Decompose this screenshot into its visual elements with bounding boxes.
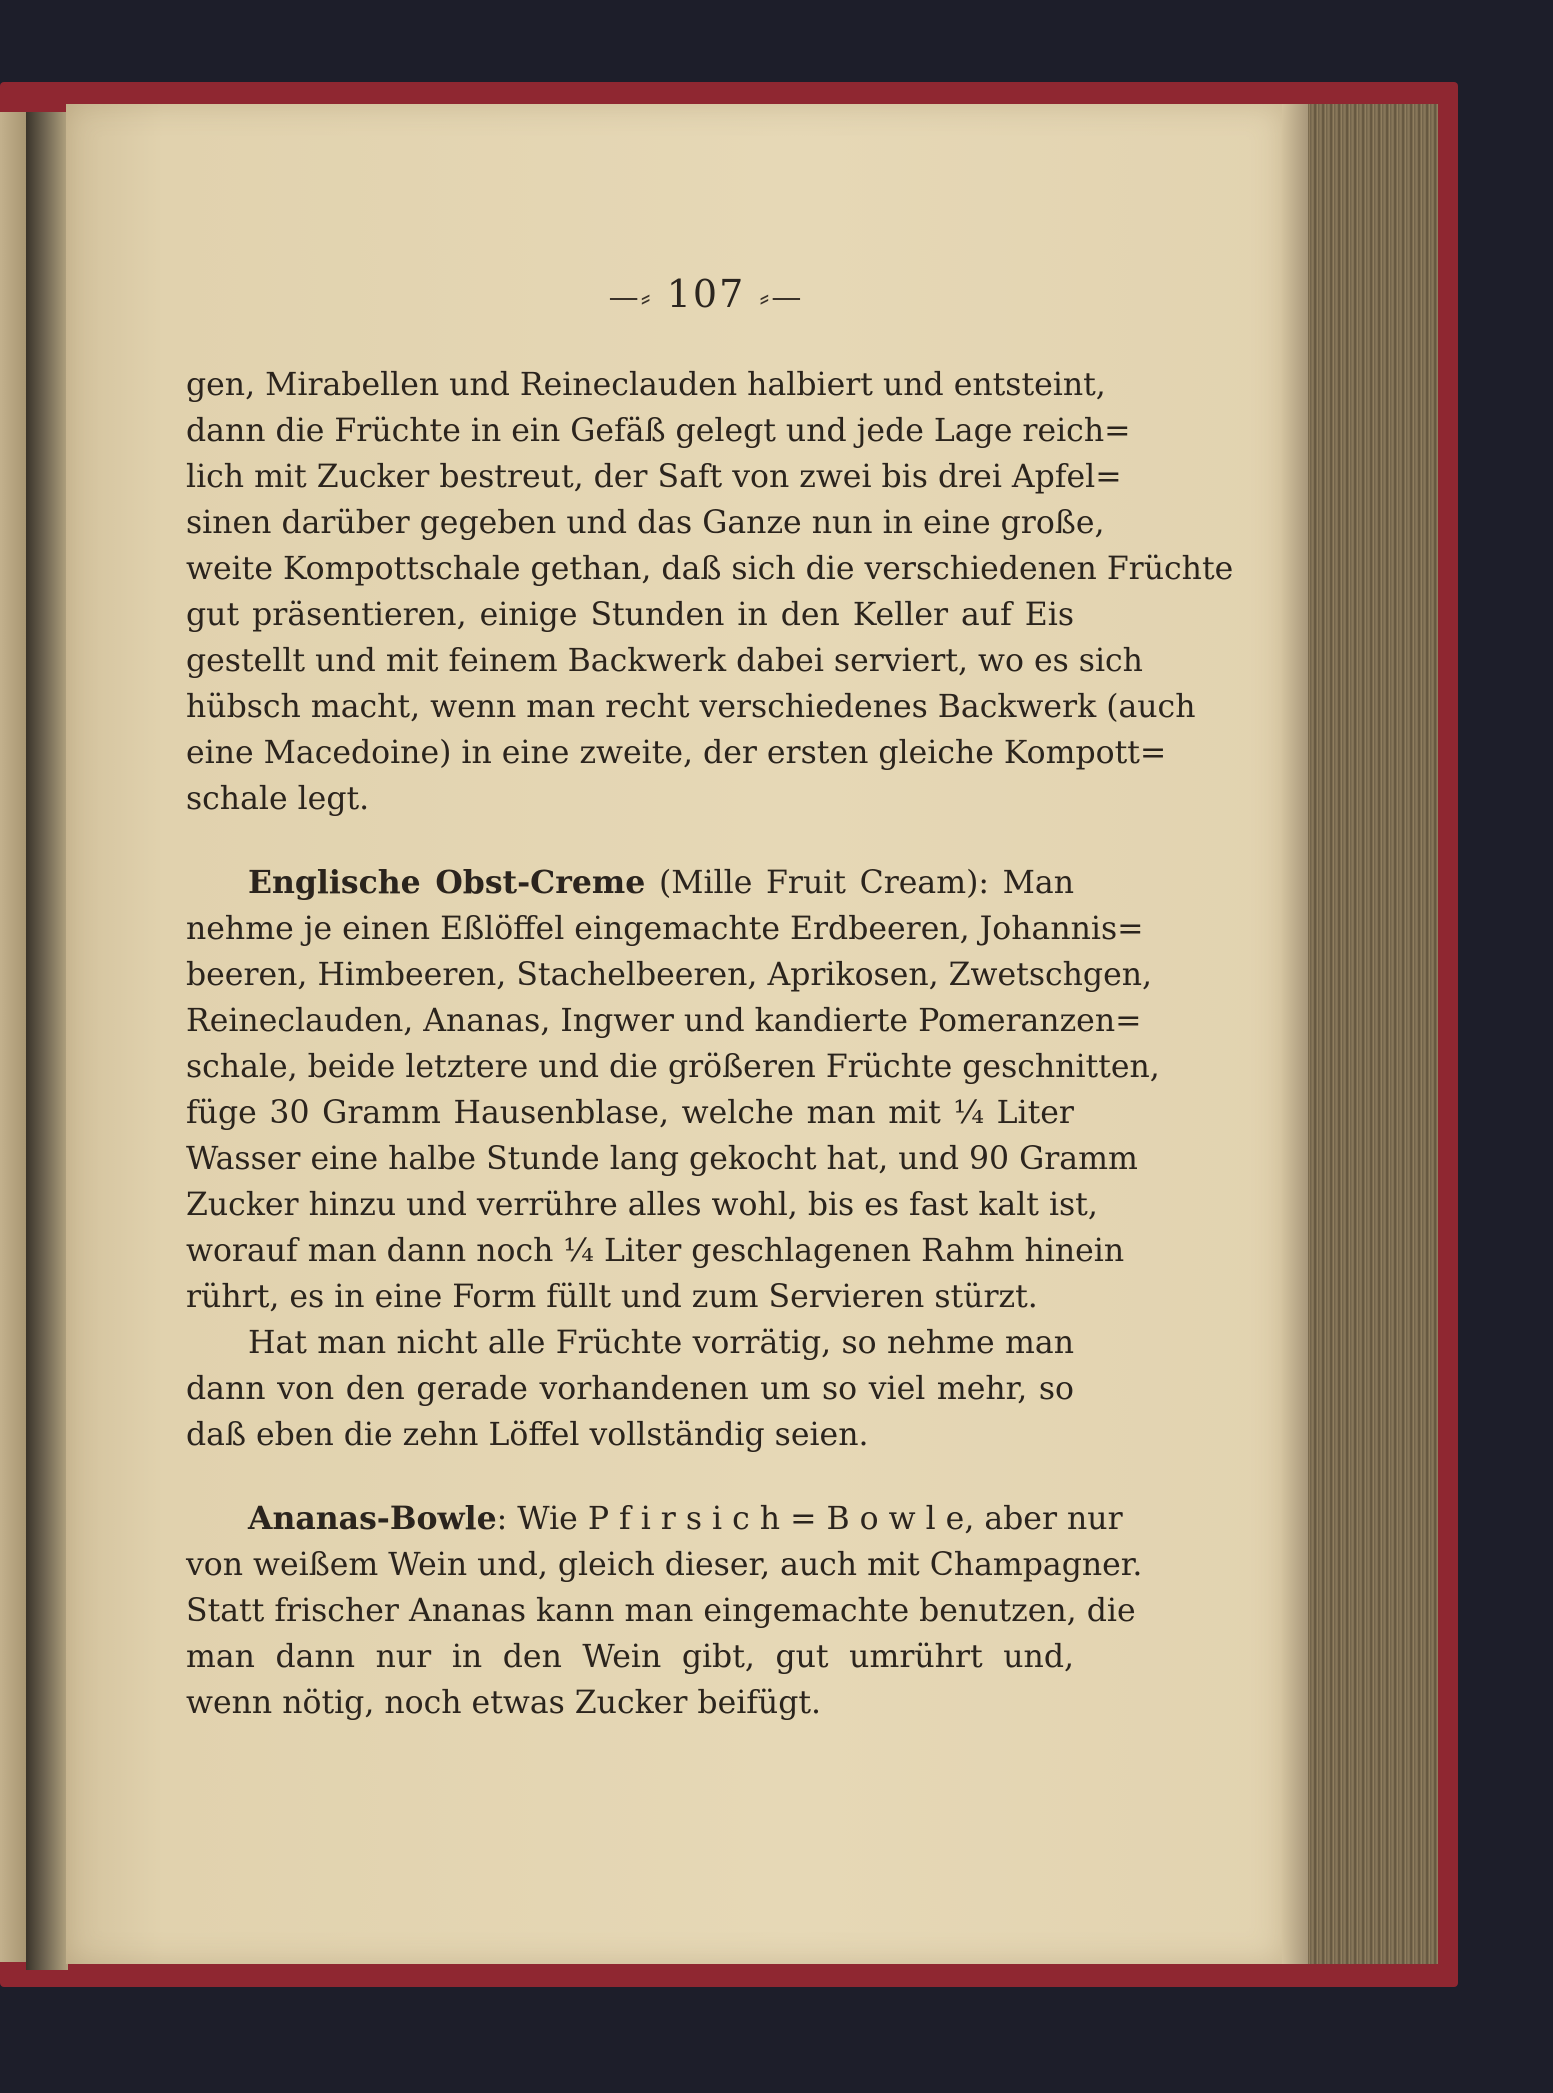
text-line: rührt, es in eine Form füllt und zum Servieren stürzt. [186, 1279, 1038, 1315]
text-line: Statt frischer Ananas kann man eingemachte benutzen, die [186, 1593, 1136, 1629]
text-line: gestellt und mit feinem Backwerk dabei serviert, wo es sich [186, 643, 1143, 679]
recipe-heading: Englische Obst-Creme [248, 864, 646, 901]
text-line: beeren, Himbeeren, Stachelbeeren, Aprikosen, Zwetschgen, [186, 957, 1153, 993]
text-line: Zucker hinzu und verrühre alles wohl, bis es fast kalt ist, [186, 1187, 1098, 1223]
text-line: Hat man nicht alle Früchte vorrätig, so nehme man [248, 1325, 1074, 1361]
text-line: worauf man dann noch ¼ Liter geschlagenen Rahm hinein [186, 1233, 1125, 1269]
text-line: dann von den gerade vorhandenen um so viel mehr, so [186, 1371, 1074, 1407]
recipe-title-line [186, 860, 1074, 906]
text-line: dann die Früchte in ein Gefäß gelegt und jede Lage reich= [186, 413, 1131, 449]
page-number: 107 [666, 272, 746, 316]
book-page [66, 104, 1282, 1964]
paragraph-gap [186, 1458, 1074, 1496]
text-line: Wasser eine halbe Stunde lang gekocht hat, und 90 Gramm [186, 1141, 1138, 1177]
page-block-shadow [1278, 104, 1308, 1964]
text-line: gut präsentieren, einige Stunden in den Keller auf Eis [186, 597, 1074, 633]
text-line: füge 30 Gramm Hausenblase, welche man mit ¼ Liter [186, 1095, 1074, 1131]
paragraph-gap [186, 822, 1074, 860]
text-line: hübsch macht, wenn man recht verschiedenes Backwerk (auch [186, 689, 1196, 725]
text-line: nehme je einen Eßlöffel eingemachte Erdbeeren, Johannis= [186, 911, 1144, 947]
text-line: Reineclauden, Ananas, Ingwer und kandierte Pomeranzen= [186, 1003, 1142, 1039]
text-line: lich mit Zucker bestreut, der Saft von zwei bis drei Apfel= [186, 459, 1122, 495]
text-line: gen, Mirabellen und Reineclauden halbiert und entsteint, [186, 367, 1106, 403]
text-line: von weißem Wein und, gleich dieser, auch mit Champagner. [186, 1547, 1143, 1583]
text-line: weite Kompottschale gethan, daß sich die verschiedenen Früchte [186, 551, 1234, 587]
left-page-edge [0, 112, 26, 1962]
text-line: sinen darüber gegeben und das Ganze nun in eine große, [186, 505, 1105, 541]
page-text [186, 362, 1234, 1726]
ornament-left-icon: —⸗ [608, 280, 653, 315]
text-line: schale legt. [186, 781, 370, 817]
recipe-heading-rest: : Wie P f i r s i c h = B o w l e, aber nur [496, 1501, 1123, 1537]
text-line: daß eben die zehn Löffel vollständig seien. [186, 1417, 869, 1453]
recipe-title-line [186, 1496, 1123, 1542]
text-line: schale, beide letztere und die größeren Früchte geschnitten, [186, 1049, 1160, 1085]
recipe-heading-rest: (Mille Fruit Cream): Man [645, 865, 1074, 901]
recipe-heading: Ananas-Bowle [248, 1500, 497, 1537]
text-line: eine Macedoine) in eine zweite, der ersten gleiche Kompott= [186, 735, 1167, 771]
page-number-header [566, 272, 846, 316]
text-line: wenn nötig, noch etwas Zucker beifügt. [186, 1685, 822, 1721]
text-line: man dann nur in den Wein gibt, gut umrührt und, [186, 1639, 1074, 1675]
book-gutter [26, 112, 68, 1970]
ornament-right-icon: ⸗— [759, 280, 804, 315]
